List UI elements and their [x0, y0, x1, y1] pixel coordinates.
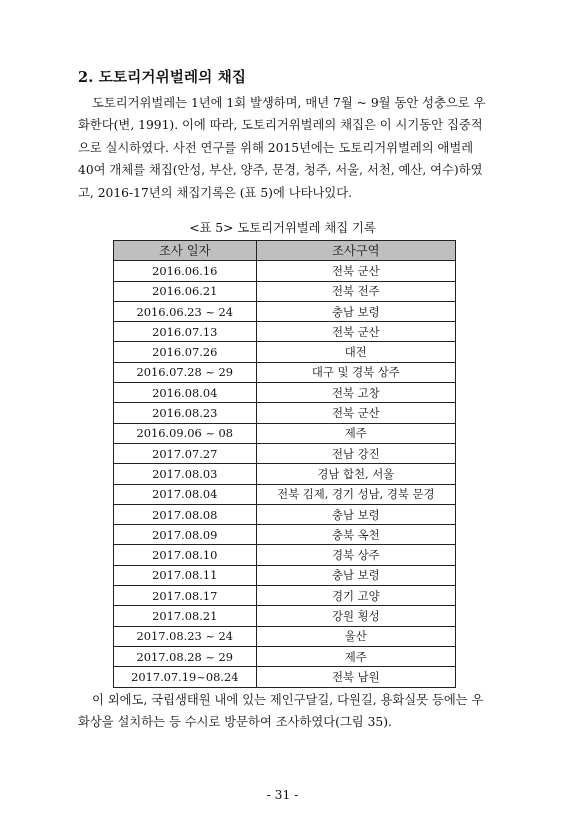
survey-area-cell: 울산: [256, 626, 455, 646]
survey-area-cell: 충남 보령: [256, 504, 455, 524]
survey-area-cell: 전남 강진: [256, 443, 455, 463]
survey-date-cell: 2016.06.16: [114, 261, 257, 281]
survey-date-cell: 2016.07.28 ~ 29: [114, 362, 257, 382]
survey-area-cell: 충남 보령: [256, 565, 455, 585]
survey-area-cell: 충북 옥천: [256, 525, 455, 545]
survey-date-cell: 2017.08.08: [114, 504, 257, 524]
closing-paragraph: [78, 689, 490, 734]
intro-paragraph: [78, 92, 490, 204]
survey-area-cell: 경남 합천, 서울: [256, 464, 455, 484]
table-row: [114, 586, 456, 606]
survey-date-cell: 2017.07.19~08.24: [114, 667, 257, 687]
table-row: [114, 667, 456, 687]
table-header-row: [114, 241, 456, 261]
survey-area-cell: 충남 보령: [256, 301, 455, 321]
paragraph-line: 도토리거위벌레는 1년에 1회 발생하며, 매년 7월 ~ 9월 동안 성충으로 우: [92, 96, 486, 110]
table-row: [114, 403, 456, 423]
paragraph-line: 이 외에도, 국립생태원 내에 있는 제인구달길, 다원길, 용화실못 등에는 우: [92, 693, 484, 707]
survey-area-cell: 경기 고양: [256, 586, 455, 606]
survey-area-cell: 전북 군산: [256, 322, 455, 342]
survey-area-cell: 제주: [256, 646, 455, 666]
table-caption: <표 5> 도토리거위벌레 채집 기록: [189, 221, 376, 235]
table-row: [114, 301, 456, 321]
table-body: [114, 261, 456, 687]
survey-area-cell: 대구 및 경북 상주: [256, 362, 455, 382]
column-header-date: 조사 일자: [114, 241, 257, 261]
paragraph-line: 화상을 설치하는 등 수시로 방문하여 조사하였다(그림 35).: [78, 715, 392, 730]
table-row: [114, 342, 456, 362]
survey-area-cell: 전북 군산: [256, 403, 455, 423]
survey-date-cell: 2016.06.23 ~ 24: [114, 301, 257, 321]
survey-date-cell: 2017.08.23 ~ 24: [114, 626, 257, 646]
survey-date-cell: 2017.08.28 ~ 29: [114, 646, 257, 666]
table-row: [114, 606, 456, 626]
survey-area-cell: 전북 남원: [256, 667, 455, 687]
survey-date-cell: 2016.07.13: [114, 322, 257, 342]
survey-date-cell: 2016.08.23: [114, 403, 257, 423]
section-heading: 2. 도토리거위벌레의 채집: [78, 69, 247, 86]
survey-date-cell: 2016.07.26: [114, 342, 257, 362]
table-row: [114, 383, 456, 403]
collection-record-table: [113, 240, 456, 688]
table-row: [114, 525, 456, 545]
survey-area-cell: 전북 고창: [256, 383, 455, 403]
paragraph-line: 고, 2016-17년의 채집기록은 (표 5)에 나타나있다.: [78, 185, 353, 200]
table-row: [114, 565, 456, 585]
survey-date-cell: 2017.08.09: [114, 525, 257, 545]
column-header-area: 조사구역: [256, 241, 455, 261]
survey-date-cell: 2017.07.27: [114, 443, 257, 463]
table-row: [114, 484, 456, 504]
table-row: [114, 504, 456, 524]
table-row: [114, 443, 456, 463]
survey-area-cell: 전북 김제, 경기 성남, 경북 문경: [256, 484, 455, 504]
survey-area-cell: 대전: [256, 342, 455, 362]
survey-area-cell: 제주: [256, 423, 455, 443]
table-row: [114, 322, 456, 342]
survey-date-cell: 2017.08.03: [114, 464, 257, 484]
survey-date-cell: 2017.08.17: [114, 586, 257, 606]
paragraph-line: 화한다(변, 1991). 이에 따라, 도토리거위벌레의 채집은 이 시기동안 집중적: [78, 118, 483, 133]
page-number: - 31 -: [266, 788, 299, 802]
survey-date-cell: 2017.08.04: [114, 484, 257, 504]
survey-area-cell: 전북 전주: [256, 281, 455, 301]
table-row: [114, 261, 456, 281]
table-row: [114, 281, 456, 301]
survey-area-cell: 경북 상주: [256, 545, 455, 565]
survey-date-cell: 2016.06.21: [114, 281, 257, 301]
survey-date-cell: 2017.08.21: [114, 606, 257, 626]
table-row: [114, 545, 456, 565]
survey-date-cell: 2016.09.06 ~ 08: [114, 423, 257, 443]
survey-area-cell: 강원 횡성: [256, 606, 455, 626]
table-row: [114, 423, 456, 443]
table-row: [114, 646, 456, 666]
survey-date-cell: 2017.08.10: [114, 545, 257, 565]
survey-area-cell: 전북 군산: [256, 261, 455, 281]
paragraph-line: 으로 실시하였다. 사전 연구를 위해 2015년에는 도토리거위벌레의 애벌레: [78, 140, 474, 155]
table-row: [114, 464, 456, 484]
survey-date-cell: 2017.08.11: [114, 565, 257, 585]
table-row: [114, 626, 456, 646]
paragraph-line: 40여 개체를 채집(안성, 부산, 양주, 문경, 청주, 서울, 서천, 예산, 여수)하였: [78, 163, 483, 178]
table-row: [114, 362, 456, 382]
survey-date-cell: 2016.08.04: [114, 383, 257, 403]
